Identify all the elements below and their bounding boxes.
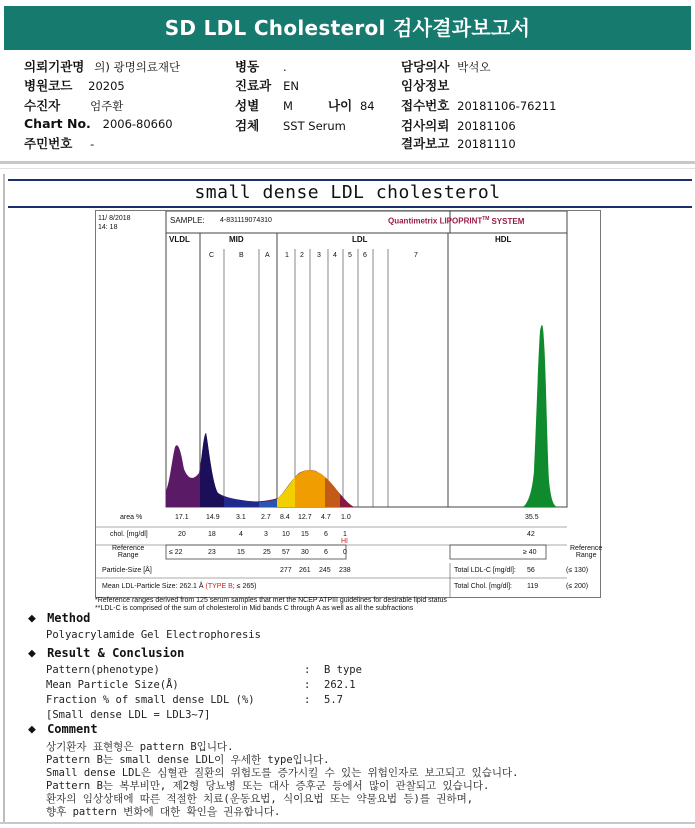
brand-tm: TM <box>482 216 490 222</box>
total-chol-label: Total Chol. [mg/dl]: <box>454 583 512 590</box>
comment-line-4: Pattern B는 복부비만, 제2형 당뇨병 또는 대사 증후군 등에서 많이 관찰되고 있습니다. <box>46 780 490 792</box>
sex-row <box>235 96 293 114</box>
chol-3: 6 <box>324 531 328 538</box>
method-text: Polyacrylamide Gel Electrophoresis <box>46 629 261 641</box>
pattern-label: Pattern(phenotype) <box>46 664 160 676</box>
comment-line-1: 상기환자 표현형은 pattern B입니다. <box>46 741 234 753</box>
hospital-code-row <box>24 76 125 94</box>
doctor-label: 담당의사 <box>401 59 450 74</box>
ref-right-line1: Reference <box>570 545 603 552</box>
area-3: 4.7 <box>321 514 331 521</box>
request-value: 20181106 <box>457 119 516 133</box>
request-row <box>401 116 516 134</box>
mean-size-value: 262.1 <box>324 679 356 691</box>
rrn-label: 주민번호 <box>24 136 73 151</box>
request-label: 검사의뢰 <box>401 118 450 133</box>
total-chol-value: 119 <box>527 583 539 590</box>
doctor-row <box>401 57 490 75</box>
sex-label: 성별 <box>235 98 260 113</box>
trace-ldl3 <box>325 477 340 507</box>
total-chol-ref: (≤ 200) <box>566 583 589 590</box>
area-vldl: 17.1 <box>175 514 189 521</box>
clinical-label: 임상정보 <box>401 78 450 93</box>
chol-a: 3 <box>264 531 268 538</box>
band-label-b: B <box>239 252 244 259</box>
pattern-colon: : <box>304 664 311 676</box>
particle-4: 238 <box>339 567 351 574</box>
diamond-bullet-icon: ◆ <box>28 646 36 661</box>
dept-label: 진료과 <box>235 78 272 93</box>
result-title: Result & Conclusion <box>47 646 185 660</box>
panel-date: 11/ 8/2018 <box>98 215 131 222</box>
comment-heading <box>28 722 98 737</box>
method-heading <box>28 611 90 626</box>
diamond-bullet-icon: ◆ <box>28 611 36 626</box>
ref-hdl: ≥ 40 <box>523 549 537 556</box>
trace-hdl <box>523 325 557 507</box>
band-label-5: 5 <box>348 252 352 259</box>
area-a: 2.7 <box>261 514 271 521</box>
doctor-value: 박석오 <box>457 60 491 74</box>
footnote-1: *Reference ranges derived from 125 serum samples that met the NCEP ATPIII guidelines for desirable lipid status <box>95 597 447 604</box>
ward-label: 병동 <box>235 59 260 74</box>
chol-vldl: 20 <box>178 531 186 538</box>
sd-definition: [Small dense LDL = LDL3~7] <box>46 709 211 721</box>
fraction-label: Fraction % of small dense LDL (%) <box>46 694 255 706</box>
specimen-value: SST Serum <box>282 119 346 133</box>
diamond-bullet-icon: ◆ <box>28 722 36 737</box>
clinical-row <box>401 76 449 94</box>
hi-flag: HI <box>341 538 348 545</box>
age-label: 나이 <box>328 98 353 113</box>
institution-value: 의) 광명의료재단 <box>94 60 181 74</box>
ref-a: 25 <box>263 549 271 556</box>
age-row <box>328 96 375 114</box>
receipt-label: 접수번호 <box>401 98 450 113</box>
sample-id: 4-831119074310 <box>220 217 272 224</box>
receipt-row <box>401 96 556 114</box>
ref-4: 0 <box>343 549 347 556</box>
ref-label-right <box>570 545 602 559</box>
ref-label <box>112 545 144 559</box>
zone-hdl: HDL <box>495 235 512 244</box>
trace-ldl1 <box>277 477 295 507</box>
pattern-value: B type <box>324 664 362 676</box>
band-label-3: 3 <box>317 252 321 259</box>
area-2: 12.7 <box>298 514 312 521</box>
dept-row <box>235 76 299 94</box>
ref-label-line1: Reference <box>112 545 145 552</box>
particle-3: 245 <box>319 567 331 574</box>
ref-1: 57 <box>282 549 290 556</box>
ref-right-line2: Range <box>575 552 597 559</box>
method-title: Method <box>47 611 91 625</box>
result-heading <box>28 646 184 661</box>
ref-c: 23 <box>208 549 216 556</box>
band-label-7: 7 <box>414 252 418 259</box>
band-label-1: 1 <box>285 252 289 259</box>
fraction-colon: : <box>304 694 311 706</box>
area-4: 1.0 <box>341 514 351 521</box>
chol-c: 18 <box>208 531 216 538</box>
ward-row <box>235 57 287 75</box>
examinee-row <box>24 96 123 114</box>
mean-size-line <box>102 583 256 590</box>
chol-4: 1 <box>343 531 347 538</box>
band-label-6: 6 <box>363 252 367 259</box>
panel-time: 14: 18 <box>98 224 118 231</box>
specimen-row <box>235 116 346 134</box>
mean-size-colon: : <box>304 679 311 691</box>
fraction-value: 5.7 <box>324 694 343 706</box>
header-divider <box>0 161 695 164</box>
rrn-value: - <box>90 137 95 151</box>
receipt-value: 20181106-76211 <box>457 99 557 113</box>
trace-mid-a <box>259 499 277 507</box>
brand-suffix: SYSTEM <box>491 216 525 226</box>
ref-3: 6 <box>324 549 328 556</box>
zone-mid: MID <box>229 235 244 244</box>
zone-vldl: VLDL <box>169 235 190 244</box>
chart-heading: small dense LDL cholesterol <box>194 182 501 203</box>
chol-b: 4 <box>239 531 243 538</box>
examinee-label: 수진자 <box>24 98 61 113</box>
total-ldl-value: 56 <box>527 567 535 574</box>
ref-box-left <box>166 545 346 559</box>
age-value: 84 <box>359 99 375 113</box>
sample-label: SAMPLE: <box>170 216 205 225</box>
mean-label: Mean LDL-Particle Size: <box>102 583 178 590</box>
examinee-value: 엄주환 <box>90 99 124 113</box>
bottom-rule <box>0 822 695 824</box>
area-c: 14.9 <box>206 514 220 521</box>
comment-line-2: Pattern B는 small dense LDL이 우세한 type입니다. <box>46 754 330 766</box>
band-label-c: C <box>209 252 215 259</box>
brand-label <box>388 216 524 226</box>
lipoprint-figure <box>96 211 603 597</box>
band-label-a: A <box>265 252 270 259</box>
area-b: 3.1 <box>236 514 246 521</box>
ward-value: . <box>282 60 287 74</box>
left-frame-line <box>3 174 5 824</box>
chol-1: 10 <box>282 531 290 538</box>
ref-2: 30 <box>301 549 309 556</box>
result-value: 20181110 <box>457 137 516 151</box>
mean-type: (TYPE B <box>205 583 233 590</box>
chart-no-row <box>24 116 173 131</box>
comment-line-6: 향후 pattern 변화에 대한 확인을 권유합니다. <box>46 806 281 818</box>
chart-top-rule <box>8 179 692 181</box>
mean-cut: ; ≤ 265) <box>232 583 257 590</box>
hospital-code-label: 병원코드 <box>24 78 73 93</box>
area-hdl: 35.5 <box>525 514 539 521</box>
zone-ldl: LDL <box>352 235 368 244</box>
mean-size-label: Mean Particle Size(Å) <box>46 679 179 691</box>
dept-value: EN <box>283 79 299 93</box>
chol-hdl: 42 <box>527 531 535 538</box>
trace-ldl2 <box>295 470 325 507</box>
institution-label: 의뢰기관명 <box>24 59 85 74</box>
total-ldl-ref: (≤ 130) <box>566 567 589 574</box>
mean-value: 262.1 Å <box>179 583 204 590</box>
ref-b: 15 <box>237 549 245 556</box>
ref-label-line2: Range <box>117 552 139 559</box>
comment-line-3: Small dense LDL은 심혈관 질환의 위험도를 증가시킬 수 있는 위험인자로 보고되고 있습니다. <box>46 767 519 779</box>
chol-2: 15 <box>301 531 309 538</box>
chart-no-value: 2006-80660 <box>102 117 173 131</box>
sex-value: M <box>282 99 293 113</box>
institution-row <box>24 57 180 75</box>
band-label-4: 4 <box>333 252 337 259</box>
band-label-2: 2 <box>300 252 304 259</box>
result-label: 결과보고 <box>401 136 450 151</box>
area-1: 8.4 <box>280 514 290 521</box>
specimen-label: 검체 <box>235 118 260 133</box>
ref-vldl: ≤ 22 <box>169 549 183 556</box>
lipoprint-panel <box>95 210 601 598</box>
trace-mid-c <box>200 433 224 507</box>
particle-1: 277 <box>280 567 292 574</box>
chol-label: chol. [mg/dl] <box>110 531 148 538</box>
area-label: area % <box>120 514 143 521</box>
brand-name: Quantimetrix LIPOPRINT <box>388 216 483 226</box>
header-divider-thin <box>0 168 695 169</box>
result-row <box>401 134 516 152</box>
trace-ldl4 <box>340 494 354 507</box>
chart-bottom-rule <box>8 206 692 208</box>
rrn-row <box>24 134 94 152</box>
particle-label: Particle-Size [Å] <box>102 567 152 574</box>
comment-title: Comment <box>47 722 98 736</box>
particle-2: 261 <box>299 567 311 574</box>
comment-line-5: 환자의 임상상태에 따른 적절한 치료(운동요법, 식이요법 또는 약물요법 등)를 권하며, <box>46 793 474 805</box>
chart-no-label: Chart No. <box>24 116 91 131</box>
report-title: SD LDL Cholesterol 검사결과보고서 <box>4 6 691 50</box>
total-ldl-label: Total LDL-C [mg/dl]: <box>454 567 516 574</box>
hospital-code-value: 20205 <box>88 79 125 93</box>
footnote-2: **LDL-C is comprised of the sum of cholesterol in Mid bands C through A as well as all the subfractions <box>95 605 414 612</box>
trace-mid-b <box>224 497 259 507</box>
